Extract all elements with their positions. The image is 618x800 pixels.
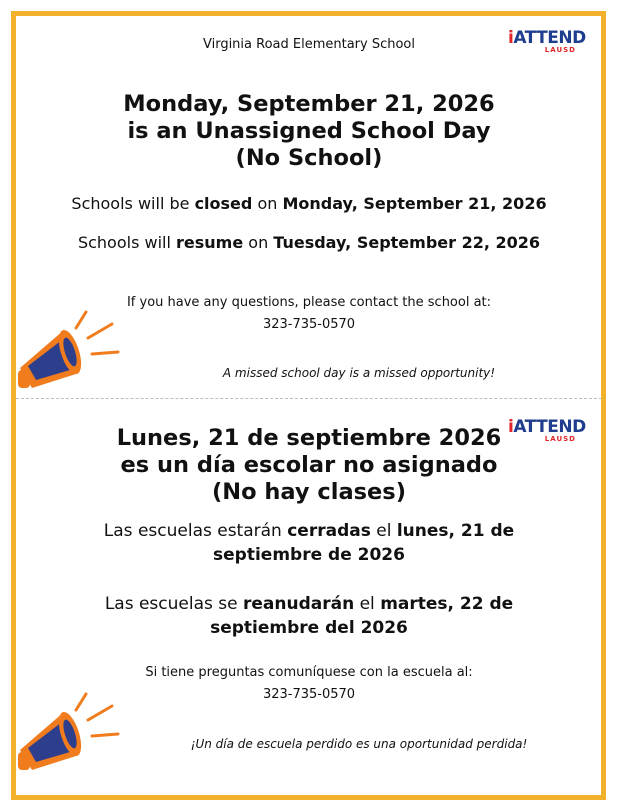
spanish-closed-notice: Las escuelas estarán cerradas el lunes, 21 de septiembre de 2026 <box>103 521 515 565</box>
iattend-logo: iATTEND LAUSD <box>508 28 586 54</box>
english-heading-line2: is an Unassigned School Day <box>127 118 491 144</box>
iattend-logo: iATTEND LAUSD <box>508 417 586 443</box>
english-phone: 323-735-0570 <box>262 317 356 332</box>
school-name: Virginia Road Elementary School <box>202 37 416 52</box>
spanish-phone: 323-735-0570 <box>262 687 356 702</box>
english-questions-text: If you have any questions, please contact the school at: <box>126 295 492 310</box>
spanish-heading-line2: es un día escolar no asignado <box>120 452 498 478</box>
spanish-heading-line1: Lunes, 21 de septiembre 2026 <box>116 425 502 451</box>
megaphone-icon <box>14 310 124 400</box>
spanish-resume-notice: Las escuelas se reanudarán el martes, 22 de septiembre del 2026 <box>104 594 514 638</box>
english-resume-notice: Schools will resume on Tuesday, September 22, 2026 <box>77 233 541 252</box>
english-heading-line3: (No School) <box>235 145 383 171</box>
spanish-motto: ¡Un día de escuela perdido es una oportunidad perdida! <box>190 737 528 751</box>
spanish-questions-text: Si tiene preguntas comuníquese con la escuela al: <box>145 665 473 680</box>
section-divider <box>16 398 602 399</box>
english-heading-line1: Monday, September 21, 2026 <box>123 91 495 117</box>
megaphone-icon <box>14 692 124 782</box>
english-closed-notice: Schools will be closed on Monday, September 21, 2026 <box>71 194 547 213</box>
english-motto: A missed school day is a missed opportunity! <box>222 366 496 380</box>
english-heading <box>0 91 618 172</box>
spanish-heading-line3: (No hay clases) <box>212 479 406 505</box>
spanish-heading <box>0 425 618 506</box>
